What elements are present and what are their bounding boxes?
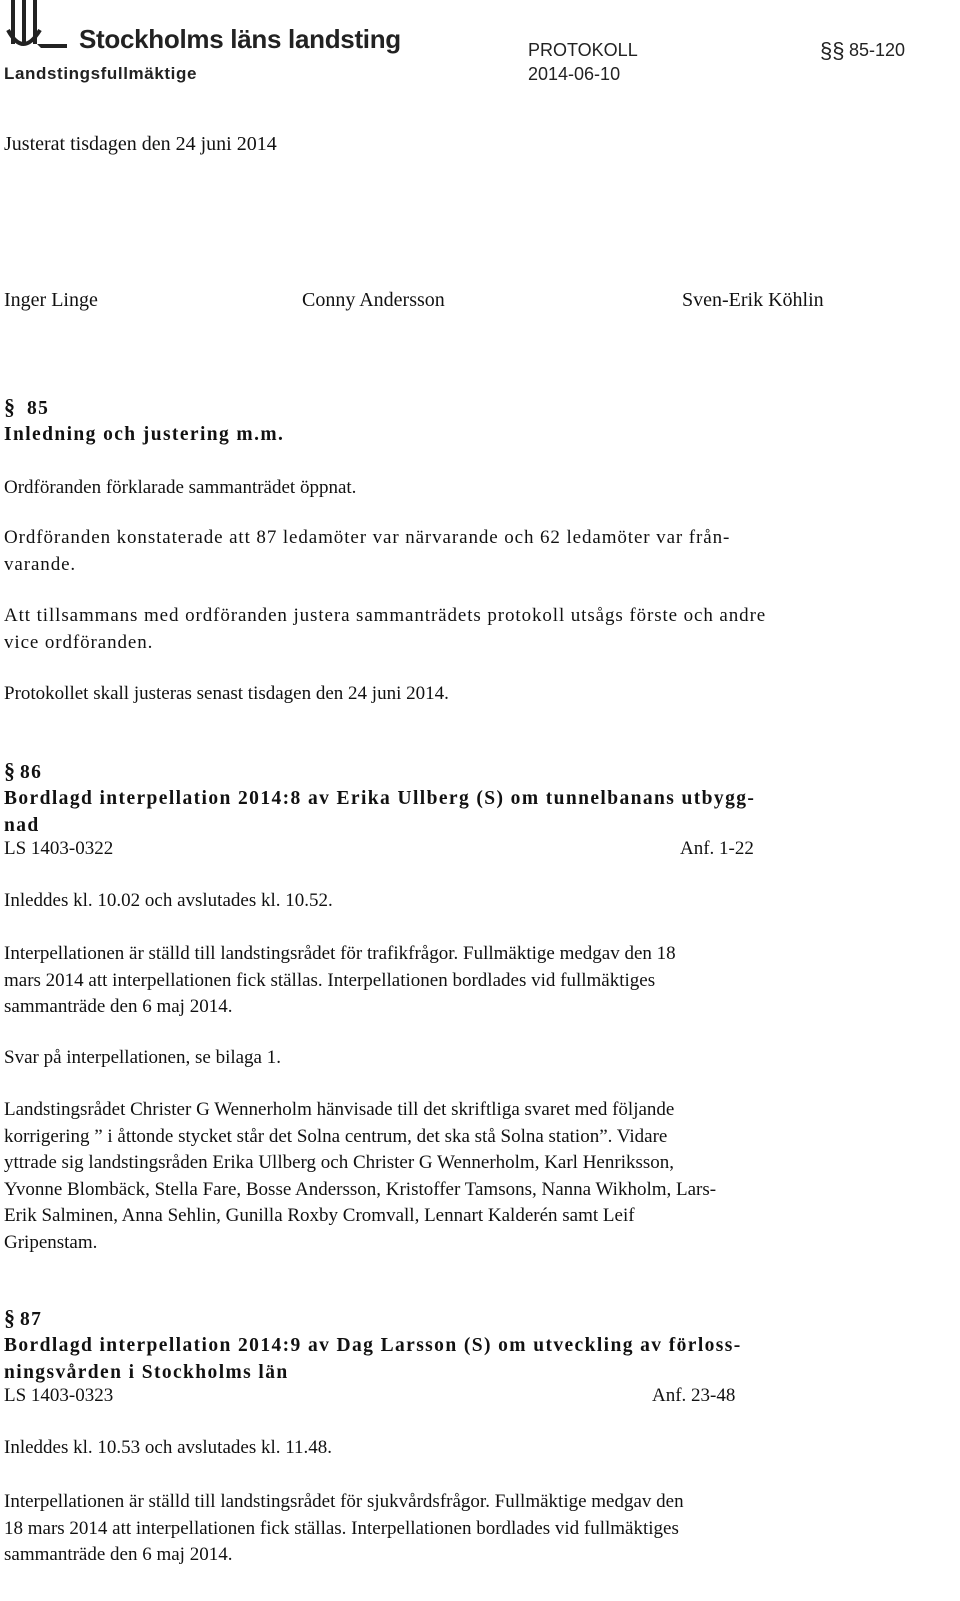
section-range-symbol: §§ — [820, 38, 845, 63]
section-number: 86 — [20, 762, 43, 783]
brand-name: Stockholms läns landsting — [79, 24, 401, 54]
paragraph-line: korrigering ” i åttonde stycket står det Solna centrum, det ska stå Solna station”. Vidare — [4, 1125, 668, 1147]
signatory-3: Sven-Erik Köhlin — [682, 289, 824, 311]
paragraph-line: sammanträde den 6 maj 2014. — [4, 996, 233, 1017]
section-title-line: Bordlagd interpellation 2014:8 av Erika Ullberg (S) om tunnelbanans utbygg- — [4, 788, 756, 809]
adjusted-date-line: Justerat tisdagen den 24 juni 2014 — [4, 133, 277, 155]
paragraph-line: vice ordföranden. — [4, 631, 154, 653]
paragraph-line: Att tillsammans med ordföranden justera sammanträdets protokoll utsågs förste och andre — [4, 605, 767, 626]
anf-range: Anf. 1-22 — [680, 838, 754, 859]
paragraph — [4, 1045, 940, 1072]
paragraph-line: mars 2014 att interpellationen fick ställas. Interpellationen bordlades vid fullmäktiges — [4, 969, 656, 991]
section-title-line: ningsvården i Stockholms län — [4, 1361, 289, 1383]
paragraph-line: 18 mars 2014 att interpellationen fick ställas. Interpellationen bordlades vid fullmäktiges — [4, 1517, 679, 1539]
logo-icon — [5, 0, 75, 56]
section-number: 87 — [20, 1309, 43, 1330]
signatory-1: Inger Linge — [4, 289, 98, 311]
document-date: 2014-06-10 — [528, 64, 621, 84]
case-number: LS 1403-0323 — [4, 1385, 114, 1406]
paragraph — [4, 941, 940, 1021]
section-title-line: nad — [4, 814, 40, 836]
section-title-line: Inledning och justering m.m. — [4, 424, 285, 445]
organization-name: Landstingsfullmäktige — [4, 64, 198, 83]
session-timing: Inleddes kl. 10.53 och avslutades kl. 11.48. — [4, 1437, 333, 1458]
section-symbol: § — [4, 1305, 15, 1330]
section-range: 85-120 — [849, 40, 906, 60]
paragraph-line: Erik Salminen, Anna Sehlin, Gunilla Roxby Cromvall, Lennart Kalderén samt Leif — [4, 1205, 635, 1226]
paragraph-line: Svar på interpellationen, se bilaga 1. — [4, 1047, 281, 1068]
paragraph-line: sammanträde den 6 maj 2014. — [4, 1544, 233, 1565]
paragraph-line: yttrade sig landstingsråden Erika Ullberg och Christer G Wennerholm, Karl Henriksson, — [4, 1152, 675, 1173]
paragraph-line: Interpellationen är ställd till landstingsrådet för trafikfrågor. Fullmäktige medgav den 18 — [4, 943, 676, 964]
paragraph — [4, 475, 940, 502]
document-type: PROTOKOLL — [528, 40, 638, 60]
session-timing: Inleddes kl. 10.02 och avslutades kl. 10.52. — [4, 890, 333, 911]
paragraph — [4, 1097, 940, 1256]
paragraph-line: Ordföranden förklarade sammanträdet öppnat. — [4, 477, 357, 498]
paragraph-line: Ordföranden konstaterade att 87 ledamöter var närvarande och 62 ledamöter var från- — [4, 527, 731, 548]
paragraph-line: Landstingsrådet Christer G Wennerholm hänvisade till det skriftliga svaret med följande — [4, 1099, 675, 1120]
section-symbol: § — [4, 758, 15, 783]
paragraph — [4, 681, 940, 708]
section-title-line: Bordlagd interpellation 2014:9 av Dag Larsson (S) om utveckling av förloss- — [4, 1335, 742, 1356]
paragraph-line: Protokollet skall justeras senast tisdagen den 24 juni 2014. — [4, 683, 449, 704]
signatory-2: Conny Andersson — [302, 289, 445, 311]
paragraph — [4, 525, 940, 578]
anf-range: Anf. 23-48 — [652, 1385, 736, 1406]
paragraph-line: Gripenstam. — [4, 1231, 98, 1253]
paragraph — [4, 1489, 940, 1569]
paragraph-line: Interpellationen är ställd till landstingsrådet för sjukvårdsfrågor. Fullmäktige medgav den — [4, 1491, 684, 1512]
paragraph — [4, 603, 940, 656]
case-number: LS 1403-0322 — [4, 838, 114, 859]
paragraph-line: varande. — [4, 553, 77, 575]
section-title — [4, 1333, 742, 1386]
section-title — [4, 422, 284, 449]
section-title — [4, 786, 755, 839]
section-symbol: § — [4, 394, 15, 419]
paragraph-line: Yvonne Blombäck, Stella Fare, Bosse Andersson, Kristoffer Tamsons, Nanna Wikholm, Lars- — [4, 1178, 717, 1200]
section-number: 85 — [27, 398, 50, 419]
